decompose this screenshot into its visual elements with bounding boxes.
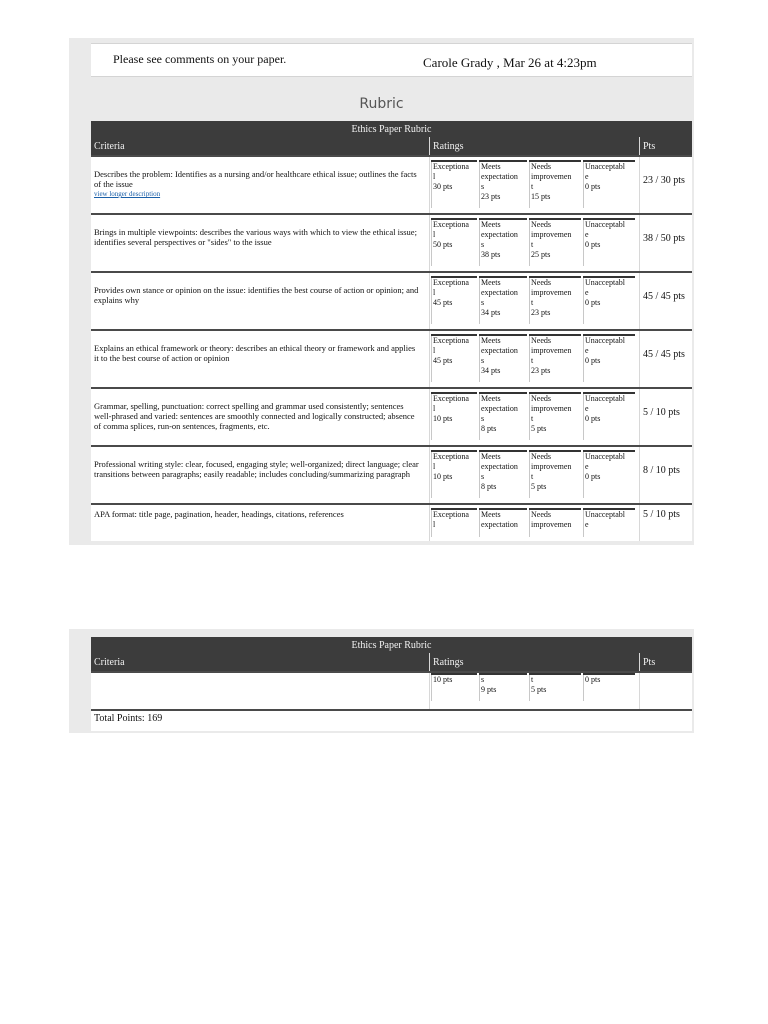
- table-header: [91, 121, 692, 155]
- rating-line: t: [531, 675, 534, 684]
- table-row: [91, 671, 692, 709]
- rating-line: Unacceptabl: [585, 452, 625, 461]
- rating-line: e: [585, 520, 589, 529]
- rating-line: 0 pts: [585, 298, 601, 307]
- rating-line: Needs: [531, 162, 551, 171]
- rating-line: expectation: [481, 404, 518, 413]
- rating-line: s: [481, 414, 485, 423]
- rating-line: 10 pts: [433, 675, 453, 684]
- criterion-text: Grammar, spelling, punctuation: correct spelling and grammar used consistently; sentences well-phrased and varied: sentences are smoothly connected and logically constructed; absence of comma splices, run-on sentences, fragments, etc.: [94, 401, 415, 431]
- rating-line: Unacceptabl: [585, 510, 625, 519]
- rating-cell[interactable]: [529, 160, 581, 212]
- rating-cell[interactable]: [529, 334, 581, 386]
- rating-line: Exceptiona: [433, 394, 469, 403]
- rubric-panel: [69, 38, 694, 545]
- rating-line: s: [481, 298, 485, 307]
- rating-line: Meets: [481, 278, 501, 287]
- table-header: [91, 637, 692, 671]
- rating-line: 45 pts: [433, 298, 453, 307]
- table-row: [91, 155, 692, 214]
- points-score: 5 / 10 pts: [643, 509, 680, 520]
- rating-cell[interactable]: [583, 218, 635, 270]
- rating-line: 0 pts: [585, 182, 601, 191]
- rating-line: t: [531, 472, 534, 481]
- rating-cell[interactable]: [583, 334, 635, 386]
- table-title: Ethics Paper Rubric: [351, 124, 432, 135]
- total-points: Total Points: 169: [94, 713, 163, 724]
- table-row: [91, 213, 692, 272]
- table-title: Ethics Paper Rubric: [351, 640, 432, 651]
- rating-line: l: [433, 404, 436, 413]
- rating-line: 5 pts: [531, 685, 547, 694]
- rating-cell[interactable]: [431, 673, 477, 705]
- rating-line: expectation: [481, 172, 518, 181]
- rating-line: t: [531, 240, 534, 249]
- rating-line: improvemen: [531, 346, 572, 355]
- rating-cell[interactable]: [431, 334, 477, 386]
- rating-line: improvemen: [531, 288, 572, 297]
- criterion-text: Brings in multiple viewpoints: describes the various ways with which to view the ethical issue; identifies several perspectives or "sides" to the issue: [94, 227, 417, 247]
- rating-line: 0 pts: [585, 356, 601, 365]
- rating-line: 30 pts: [433, 182, 453, 191]
- rating-line: 8 pts: [481, 424, 497, 433]
- rating-line: expectation: [481, 520, 518, 529]
- criterion-cell: [94, 343, 422, 363]
- rating-cell[interactable]: [529, 392, 581, 444]
- rating-line: t: [531, 356, 534, 365]
- rating-line: improvemen: [531, 462, 572, 471]
- rating-line: Meets: [481, 452, 501, 461]
- rating-line: t: [531, 182, 534, 191]
- criterion-cell: [94, 459, 422, 479]
- rating-line: Meets: [481, 336, 501, 345]
- rating-line: Needs: [531, 336, 551, 345]
- rating-line: l: [433, 288, 436, 297]
- rating-line: 5 pts: [531, 424, 547, 433]
- rating-cell[interactable]: [583, 673, 635, 705]
- rating-line: t: [531, 298, 534, 307]
- rating-line: Meets: [481, 394, 501, 403]
- rating-cell[interactable]: [583, 160, 635, 212]
- rating-cell[interactable]: [583, 276, 635, 328]
- criterion-text: Describes the problem: Identifies as a nursing and/or healthcare ethical issue; outlines the facts of the issue: [94, 169, 417, 189]
- rating-line: 38 pts: [481, 250, 501, 259]
- rating-cell[interactable]: [529, 218, 581, 270]
- rating-line: e: [585, 346, 589, 355]
- rating-line: l: [433, 230, 436, 239]
- rating-cell[interactable]: [431, 508, 477, 541]
- rating-cell[interactable]: [431, 160, 477, 212]
- rating-line: Unacceptabl: [585, 394, 625, 403]
- rating-line: expectation: [481, 288, 518, 297]
- comment-author: Carole Grady , Mar 26 at 4:23pm: [423, 55, 597, 70]
- rating-line: Unacceptabl: [585, 278, 625, 287]
- rating-line: improvemen: [531, 230, 572, 239]
- rating-cell[interactable]: [529, 508, 581, 541]
- points-score: 23 / 30 pts: [643, 175, 685, 186]
- rating-line: e: [585, 172, 589, 181]
- rubric-table: [91, 121, 692, 541]
- rating-cell[interactable]: [479, 392, 527, 444]
- rating-line: 0 pts: [585, 675, 601, 684]
- rating-line: e: [585, 462, 589, 471]
- rating-cell[interactable]: [479, 334, 527, 386]
- table-row: [91, 445, 692, 504]
- rating-line: Exceptiona: [433, 452, 469, 461]
- rating-line: improvemen: [531, 520, 572, 529]
- table-row: [91, 387, 692, 446]
- rating-line: s: [481, 675, 485, 684]
- rating-line: Unacceptabl: [585, 162, 625, 171]
- points-score: 5 / 10 pts: [643, 407, 680, 418]
- criterion-cell: [94, 227, 422, 247]
- rating-line: 10 pts: [433, 414, 453, 423]
- rating-line: Needs: [531, 278, 551, 287]
- rating-cell[interactable]: [479, 508, 527, 541]
- header-ratings: Ratings: [433, 141, 464, 152]
- comment-text: Please see comments on your paper.: [113, 52, 287, 66]
- points-score: 38 / 50 pts: [643, 233, 685, 244]
- rating-line: 23 pts: [531, 308, 551, 317]
- rating-line: l: [433, 520, 436, 529]
- rating-line: expectation: [481, 230, 518, 239]
- points-score: 8 / 10 pts: [643, 465, 680, 476]
- rating-cell[interactable]: [529, 276, 581, 328]
- rating-line: 10 pts: [433, 472, 453, 481]
- header-pts: Pts: [643, 141, 656, 152]
- criterion-cell: [94, 401, 422, 431]
- view-longer-description-link[interactable]: view longer description: [94, 190, 161, 198]
- rating-cell[interactable]: [583, 508, 635, 541]
- rubric-heading: Rubric: [359, 96, 404, 112]
- comment-box: [91, 43, 692, 77]
- rating-line: Meets: [481, 510, 501, 519]
- rating-line: 0 pts: [585, 240, 601, 249]
- rating-line: 9 pts: [481, 685, 497, 694]
- rating-line: Exceptiona: [433, 336, 469, 345]
- rating-line: Exceptiona: [433, 220, 469, 229]
- rating-line: Exceptiona: [433, 510, 469, 519]
- rating-line: 23 pts: [531, 366, 551, 375]
- rating-line: 45 pts: [433, 356, 453, 365]
- rating-cell[interactable]: [431, 276, 477, 328]
- rating-line: l: [433, 172, 436, 181]
- rating-line: Needs: [531, 510, 551, 519]
- criterion-text: Provides own stance or opinion on the issue: identifies the best course of action or opinion; and explains why: [94, 285, 419, 305]
- table-row: [91, 709, 692, 731]
- rating-cell[interactable]: [529, 450, 581, 502]
- criterion-cell: [94, 285, 422, 305]
- rating-line: Needs: [531, 394, 551, 403]
- rating-line: l: [433, 462, 436, 471]
- header-criteria: Criteria: [94, 657, 125, 668]
- criterion-text: Explains an ethical framework or theory: describes an ethical theory or framework and applies it to the best course of action or opinion: [94, 343, 416, 363]
- header-ratings: Ratings: [433, 657, 464, 668]
- points-score: 45 / 45 pts: [643, 349, 685, 360]
- criterion-text: Professional writing style: clear, focused, engaging style; well-organized; direct language; clear transitions between paragraphs; easily readable; includes concluding/summarizing paragraph: [94, 459, 419, 479]
- rating-line: 34 pts: [481, 308, 501, 317]
- rubric-table-continued: [91, 637, 692, 731]
- table-row: [91, 503, 692, 543]
- rating-line: e: [585, 404, 589, 413]
- rating-line: improvemen: [531, 404, 572, 413]
- rubric-panel-continued: [69, 629, 694, 733]
- rating-line: e: [585, 230, 589, 239]
- rating-line: s: [481, 182, 485, 191]
- rating-line: s: [481, 472, 485, 481]
- rating-cell[interactable]: [431, 392, 477, 444]
- header-criteria: Criteria: [94, 141, 125, 152]
- rating-line: expectation: [481, 462, 518, 471]
- rating-line: t: [531, 414, 534, 423]
- header-pts: Pts: [643, 657, 656, 668]
- rating-line: expectation: [481, 346, 518, 355]
- rating-cell[interactable]: [479, 160, 527, 212]
- rating-line: Exceptiona: [433, 162, 469, 171]
- rating-cell[interactable]: [431, 218, 477, 270]
- points-score: 45 / 45 pts: [643, 291, 685, 302]
- rating-cell[interactable]: [583, 392, 635, 444]
- rating-line: 15 pts: [531, 192, 551, 201]
- rating-line: 25 pts: [531, 250, 551, 259]
- rating-line: 34 pts: [481, 366, 501, 375]
- rating-line: 5 pts: [531, 482, 547, 491]
- rating-line: Meets: [481, 162, 501, 171]
- criterion-cell: [94, 169, 422, 199]
- rating-cell[interactable]: [479, 673, 527, 705]
- rating-line: Unacceptabl: [585, 336, 625, 345]
- rating-line: s: [481, 240, 485, 249]
- rating-line: improvemen: [531, 172, 572, 181]
- rating-line: Needs: [531, 452, 551, 461]
- rating-cell[interactable]: [479, 276, 527, 328]
- table-row: [91, 329, 692, 388]
- rating-line: 0 pts: [585, 472, 601, 481]
- criterion-text: APA format: title page, pagination, header, headings, citations, references: [94, 509, 344, 519]
- rating-line: Exceptiona: [433, 278, 469, 287]
- rating-line: 0 pts: [585, 414, 601, 423]
- rating-line: 50 pts: [433, 240, 453, 249]
- rating-cell[interactable]: [529, 673, 581, 705]
- rating-line: Needs: [531, 220, 551, 229]
- rating-line: e: [585, 288, 589, 297]
- rating-line: Unacceptabl: [585, 220, 625, 229]
- rating-line: l: [433, 346, 436, 355]
- rating-line: Meets: [481, 220, 501, 229]
- rating-line: 23 pts: [481, 192, 501, 201]
- rating-line: s: [481, 356, 485, 365]
- table-row: [91, 271, 692, 330]
- criterion-cell: [94, 509, 422, 519]
- rating-line: 8 pts: [481, 482, 497, 491]
- rating-cell[interactable]: [431, 450, 477, 502]
- rating-cell[interactable]: [583, 450, 635, 502]
- rating-cell[interactable]: [479, 218, 527, 270]
- rating-cell[interactable]: [479, 450, 527, 502]
